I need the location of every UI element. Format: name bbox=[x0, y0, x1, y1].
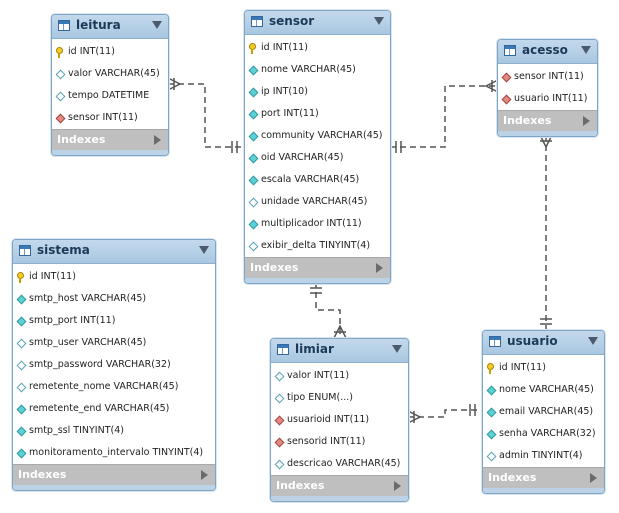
column-label: escala VARCHAR(45) bbox=[261, 174, 360, 185]
column-row[interactable] bbox=[483, 401, 604, 423]
arrow-right-icon[interactable] bbox=[376, 263, 383, 273]
entity-footer bbox=[498, 131, 597, 136]
key-icon bbox=[249, 43, 256, 50]
column-row[interactable] bbox=[245, 125, 390, 147]
column-row[interactable] bbox=[13, 420, 215, 442]
crows-foot-limiar-top bbox=[334, 326, 346, 338]
one-mark-sensor-bottom bbox=[310, 288, 322, 293]
entity-sistema[interactable] bbox=[12, 239, 216, 491]
column-label: descricao VARCHAR(45) bbox=[287, 458, 401, 469]
column-label: senha VARCHAR(32) bbox=[499, 428, 596, 439]
table-icon bbox=[277, 344, 289, 355]
entity-title: usuario bbox=[507, 334, 558, 348]
filled-diamond-icon bbox=[249, 176, 259, 186]
hollow-diamond-icon bbox=[56, 92, 66, 102]
column-row[interactable] bbox=[483, 357, 604, 379]
hollow-diamond-icon bbox=[275, 394, 285, 404]
entity-footer bbox=[52, 150, 168, 155]
column-row[interactable] bbox=[483, 423, 604, 445]
hollow-diamond-icon bbox=[487, 452, 497, 462]
column-row[interactable] bbox=[13, 398, 215, 420]
column-row[interactable] bbox=[245, 81, 390, 103]
column-row[interactable] bbox=[271, 431, 408, 453]
red-diamond-icon bbox=[502, 73, 512, 83]
column-row[interactable] bbox=[245, 37, 390, 59]
entity-title: acesso bbox=[522, 43, 568, 57]
chevron-down-icon[interactable] bbox=[588, 337, 598, 345]
column-label: multiplicador INT(11) bbox=[261, 218, 362, 229]
column-label: community VARCHAR(45) bbox=[261, 130, 383, 141]
column-row[interactable] bbox=[245, 147, 390, 169]
chevron-down-icon[interactable] bbox=[199, 246, 209, 254]
column-row[interactable] bbox=[13, 266, 215, 288]
column-label: smtp_port INT(11) bbox=[29, 315, 116, 326]
column-row[interactable] bbox=[52, 107, 168, 129]
entity-leitura[interactable] bbox=[51, 14, 169, 156]
indexes-section[interactable] bbox=[245, 257, 390, 278]
column-label: oid VARCHAR(45) bbox=[261, 152, 344, 163]
column-row[interactable] bbox=[52, 63, 168, 85]
column-label: admin TINYINT(4) bbox=[499, 450, 583, 461]
table-icon bbox=[489, 336, 501, 347]
column-row[interactable] bbox=[52, 41, 168, 63]
filled-diamond-icon bbox=[17, 405, 27, 415]
filled-diamond-icon bbox=[249, 88, 259, 98]
column-row[interactable] bbox=[483, 445, 604, 467]
column-label: unidade VARCHAR(45) bbox=[261, 196, 368, 207]
column-label: sensorid INT(11) bbox=[287, 436, 366, 447]
filled-diamond-icon bbox=[249, 66, 259, 76]
one-mark-usuario-top bbox=[540, 319, 552, 324]
indexes-label: Indexes bbox=[250, 261, 299, 274]
column-label: remetente_nome VARCHAR(45) bbox=[29, 381, 179, 392]
filled-diamond-icon bbox=[17, 295, 27, 305]
entity-header[interactable] bbox=[483, 331, 604, 355]
column-label: id INT(11) bbox=[29, 271, 76, 282]
indexes-section[interactable] bbox=[52, 129, 168, 150]
column-row[interactable] bbox=[52, 85, 168, 107]
column-label: exibir_delta TINYINT(4) bbox=[261, 240, 371, 251]
table-icon bbox=[504, 45, 516, 56]
key-icon bbox=[56, 47, 63, 54]
entity-title: limiar bbox=[295, 342, 334, 356]
entity-title: sensor bbox=[269, 14, 315, 28]
column-label: tipo ENUM(...) bbox=[287, 392, 353, 403]
entity-footer bbox=[483, 488, 604, 493]
column-row[interactable] bbox=[245, 103, 390, 125]
column-label: smtp_user VARCHAR(45) bbox=[29, 337, 147, 348]
column-label: usuario INT(11) bbox=[514, 93, 588, 104]
key-icon bbox=[487, 363, 494, 370]
column-label: email VARCHAR(45) bbox=[499, 406, 594, 417]
column-row[interactable] bbox=[498, 66, 597, 88]
column-row[interactable] bbox=[13, 376, 215, 398]
column-label: smtp_host VARCHAR(45) bbox=[29, 293, 147, 304]
hollow-diamond-icon bbox=[249, 198, 259, 208]
relationship-sensor-acesso bbox=[390, 86, 498, 147]
filled-diamond-icon bbox=[487, 408, 497, 418]
entity-header[interactable] bbox=[498, 40, 597, 64]
chevron-down-icon[interactable] bbox=[374, 17, 384, 25]
column-label: remetente_end VARCHAR(45) bbox=[29, 403, 170, 414]
key-icon bbox=[17, 272, 24, 279]
column-label: ip INT(10) bbox=[261, 86, 308, 97]
filled-diamond-icon bbox=[17, 427, 27, 437]
entity-title: leitura bbox=[76, 18, 121, 32]
hollow-diamond-icon bbox=[56, 70, 66, 80]
column-label: valor VARCHAR(45) bbox=[68, 68, 160, 79]
column-row[interactable] bbox=[245, 169, 390, 191]
column-label: port INT(11) bbox=[261, 108, 319, 119]
entity-sensor[interactable] bbox=[244, 10, 391, 284]
hollow-diamond-icon bbox=[249, 242, 259, 252]
column-row[interactable] bbox=[498, 88, 597, 110]
hollow-diamond-icon bbox=[275, 372, 285, 382]
arrow-right-icon[interactable] bbox=[394, 481, 401, 491]
entity-footer bbox=[13, 485, 215, 490]
entity-header[interactable] bbox=[271, 339, 408, 363]
column-label: valor INT(11) bbox=[287, 370, 350, 381]
column-row[interactable] bbox=[271, 409, 408, 431]
table-icon bbox=[251, 16, 263, 27]
relationship-leitura-sensor bbox=[168, 84, 245, 147]
column-row[interactable] bbox=[245, 213, 390, 235]
entity-limiar[interactable] bbox=[270, 338, 409, 502]
entity-header[interactable] bbox=[13, 240, 215, 264]
entity-header[interactable] bbox=[245, 11, 390, 35]
column-row[interactable] bbox=[483, 379, 604, 401]
column-label: usuarioid INT(11) bbox=[287, 414, 370, 425]
column-row[interactable] bbox=[271, 387, 408, 409]
filled-diamond-icon bbox=[17, 317, 27, 327]
column-row[interactable] bbox=[245, 191, 390, 213]
column-row[interactable] bbox=[13, 354, 215, 376]
column-row[interactable] bbox=[245, 59, 390, 81]
hollow-diamond-icon bbox=[17, 383, 27, 393]
column-label: id INT(11) bbox=[68, 46, 115, 57]
hollow-diamond-icon bbox=[17, 339, 27, 349]
column-label: smtp_ssl TINYINT(4) bbox=[29, 425, 124, 436]
hollow-diamond-icon bbox=[275, 460, 285, 470]
red-diamond-icon bbox=[56, 114, 66, 124]
entity-footer bbox=[271, 496, 408, 501]
red-diamond-icon bbox=[275, 416, 285, 426]
column-row[interactable] bbox=[271, 365, 408, 387]
red-diamond-icon bbox=[502, 95, 512, 105]
entity-usuario[interactable] bbox=[482, 330, 605, 494]
chevron-down-icon[interactable] bbox=[581, 46, 591, 54]
column-label: sensor INT(11) bbox=[514, 71, 584, 82]
table-icon bbox=[58, 20, 70, 31]
column-row[interactable] bbox=[271, 453, 408, 475]
column-label: nome VARCHAR(45) bbox=[261, 64, 356, 75]
indexes-section[interactable] bbox=[271, 475, 408, 496]
filled-diamond-icon bbox=[249, 110, 259, 120]
filled-diamond-icon bbox=[249, 220, 259, 230]
column-label: nome VARCHAR(45) bbox=[499, 384, 594, 395]
filled-diamond-icon bbox=[249, 132, 259, 142]
column-label: id INT(11) bbox=[499, 362, 546, 373]
red-diamond-icon bbox=[275, 438, 285, 448]
column-label: smtp_password VARCHAR(32) bbox=[29, 359, 171, 370]
entity-title: sistema bbox=[37, 243, 90, 257]
arrow-right-icon[interactable] bbox=[590, 473, 597, 483]
filled-diamond-icon bbox=[487, 386, 497, 396]
table-icon bbox=[19, 245, 31, 256]
column-row[interactable] bbox=[13, 442, 215, 464]
chevron-down-icon[interactable] bbox=[152, 21, 162, 29]
entity-header[interactable] bbox=[52, 15, 168, 39]
column-row[interactable] bbox=[13, 288, 215, 310]
column-label: sensor INT(11) bbox=[68, 112, 138, 123]
hollow-diamond-icon bbox=[17, 361, 27, 371]
one-mark-sensor-right bbox=[396, 141, 401, 153]
relationship-sensor-limiar bbox=[316, 282, 340, 338]
column-label: monitoramento_intervalo TINYINT(4) bbox=[29, 447, 204, 458]
column-row[interactable] bbox=[13, 310, 215, 332]
indexes-label: Indexes bbox=[57, 133, 106, 146]
column-row[interactable] bbox=[245, 235, 390, 257]
column-row[interactable] bbox=[13, 332, 215, 354]
chevron-down-icon[interactable] bbox=[392, 345, 402, 353]
one-mark-sensor-left bbox=[232, 141, 237, 153]
entity-footer bbox=[245, 278, 390, 283]
indexes-section[interactable] bbox=[13, 464, 215, 485]
indexes-section[interactable] bbox=[483, 467, 604, 488]
indexes-label: Indexes bbox=[276, 479, 325, 492]
column-label: id INT(11) bbox=[261, 42, 308, 53]
indexes-label: Indexes bbox=[503, 114, 552, 127]
filled-diamond-icon bbox=[17, 449, 27, 459]
entity-acesso[interactable] bbox=[497, 39, 598, 137]
arrow-right-icon[interactable] bbox=[583, 116, 590, 126]
indexes-section[interactable] bbox=[498, 110, 597, 131]
column-label: tempo DATETIME bbox=[68, 90, 150, 101]
arrow-right-icon[interactable] bbox=[154, 135, 161, 145]
indexes-label: Indexes bbox=[18, 468, 67, 481]
indexes-label: Indexes bbox=[488, 471, 537, 484]
filled-diamond-icon bbox=[249, 154, 259, 164]
filled-diamond-icon bbox=[487, 430, 497, 440]
arrow-right-icon[interactable] bbox=[201, 470, 208, 480]
